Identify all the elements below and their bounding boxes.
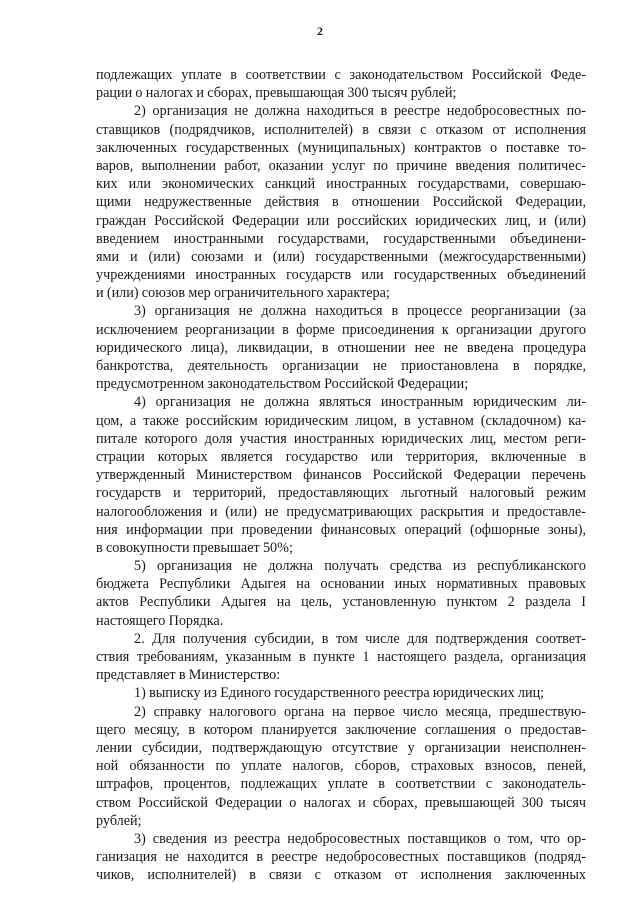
text-line: 1) выписку из Единого государственного реестра юридических лиц; <box>134 685 545 702</box>
text-line: банкротства, деятельность организации не приостановлена в порядке, <box>96 358 586 374</box>
text-line: 2. Для получения субсидии, в том числе для подтверждения соответ- <box>134 630 586 647</box>
text-line: ставщиков (подрядчиков, исполнителей) в связи с отказом от исполнения <box>96 121 586 138</box>
text-line: щего месяцу, в котором планируется заключение соглашения о предостав- <box>96 721 586 738</box>
text-line: ния информации при проведении финансовых операций (офшорные зоны), <box>96 521 586 538</box>
text-line: 4) организация не должна являться иностранным юридическим ли- <box>134 394 586 411</box>
text-line: 2) справку налогового органа на первое число месяца, предшествую- <box>134 703 586 720</box>
text-line: граждан Российской Федерации или российских юридических лиц, и (или) <box>96 212 586 229</box>
text-line: цом, а также российским юридическим лицом, в уставном (складочном) ка- <box>96 412 586 429</box>
text-line: предусмотренном законодательством Российской Федерации; <box>96 376 469 393</box>
text-line: варов, выполнении работ, оказании услуг по причине введения политичес- <box>96 157 586 174</box>
text-line: введением иностранными государствами, государственными объединени- <box>96 230 586 247</box>
text-line: и (или) союзов мер ограничительного характера; <box>96 285 390 302</box>
text-line: государств и территорий, предоставляющих льготный налоговый режим <box>96 485 586 502</box>
text-line: представляет в Министерство: <box>96 667 281 684</box>
text-line: штрафов, процентов, подлежащих уплате в соответствии с законодатель- <box>96 776 586 793</box>
text-line: рублей; <box>96 812 142 829</box>
text-line: в совокупности превышает 50%; <box>96 539 293 556</box>
text-line: рации о налогах и сборах, превышающая 300 тысяч рублей; <box>96 85 457 102</box>
text-line: ствия требованиям, указанным в пункте 1 настоящего раздела, организация <box>96 649 586 665</box>
text-line: юридического лица), ликвидации, в отношении нее не введена процедура <box>96 339 586 356</box>
text-line: 3) организация не должна находиться в процессе реорганизации (за <box>134 303 586 320</box>
text-line: страции которых является государство или территория, включенные в <box>96 448 586 465</box>
text-line: лении субсидии, подтверждающую отсутствие у организации неисполнен- <box>96 739 586 756</box>
text-line: ями и (или) союзами и (или) государственными (межгосударственными) <box>96 248 586 265</box>
document-body <box>96 66 586 884</box>
text-line: питале которого доля участия иностранных юридических лиц, местом реги- <box>96 430 586 447</box>
text-line: 2) организация не должна находиться в реестре недобросовестных по- <box>134 103 586 120</box>
text-line: 3) сведения из реестра недобросовестных поставщиков о том, что ор- <box>134 830 586 847</box>
text-line: актов Республики Адыгея на цель, установленную пунктом 2 раздела I <box>96 594 586 611</box>
text-line: чиков, исполнителей) в связи с отказом от исполнения заключенных <box>96 867 586 884</box>
text-line: заключенных государственных (муниципальных) контрактов о поставке то- <box>96 139 586 156</box>
text-line: бюджета Республики Адыгея на основании иных нормативных правовых <box>96 576 586 593</box>
text-line: щими недружественные действия в отношении Российской Федерации, <box>96 194 586 211</box>
text-line: ством Российской Федерации о налогах и сборах, превышающей 300 тысяч <box>96 794 586 811</box>
text-line: исключением реорганизации в форме присоединения к организации другого <box>96 321 586 338</box>
text-line: 5) организация не должна получать средства из республиканского <box>134 558 586 575</box>
page-number: 2 <box>317 24 323 38</box>
text-line: утвержденный Министерством финансов Российской Федерации перечень <box>96 467 586 484</box>
text-line: подлежащих уплате в соответствии с законодательством Российской Феде- <box>96 67 586 83</box>
text-line: настоящего Порядка. <box>96 612 224 629</box>
text-line: ганизация не находится в реестре недобросовестных поставщиков (подряд- <box>96 849 586 866</box>
text-line: налогообложения и (или) не предусматривающих раскрытия и предоставле- <box>96 503 586 520</box>
text-line: учреждениями иностранных государств или государственных объединений <box>96 267 586 284</box>
text-line: ной обязанности по уплате налогов, сборов, страховых взносов, пеней, <box>96 758 586 775</box>
text-line: ких или экономических санкций иностранных государствами, совершаю- <box>96 176 586 193</box>
